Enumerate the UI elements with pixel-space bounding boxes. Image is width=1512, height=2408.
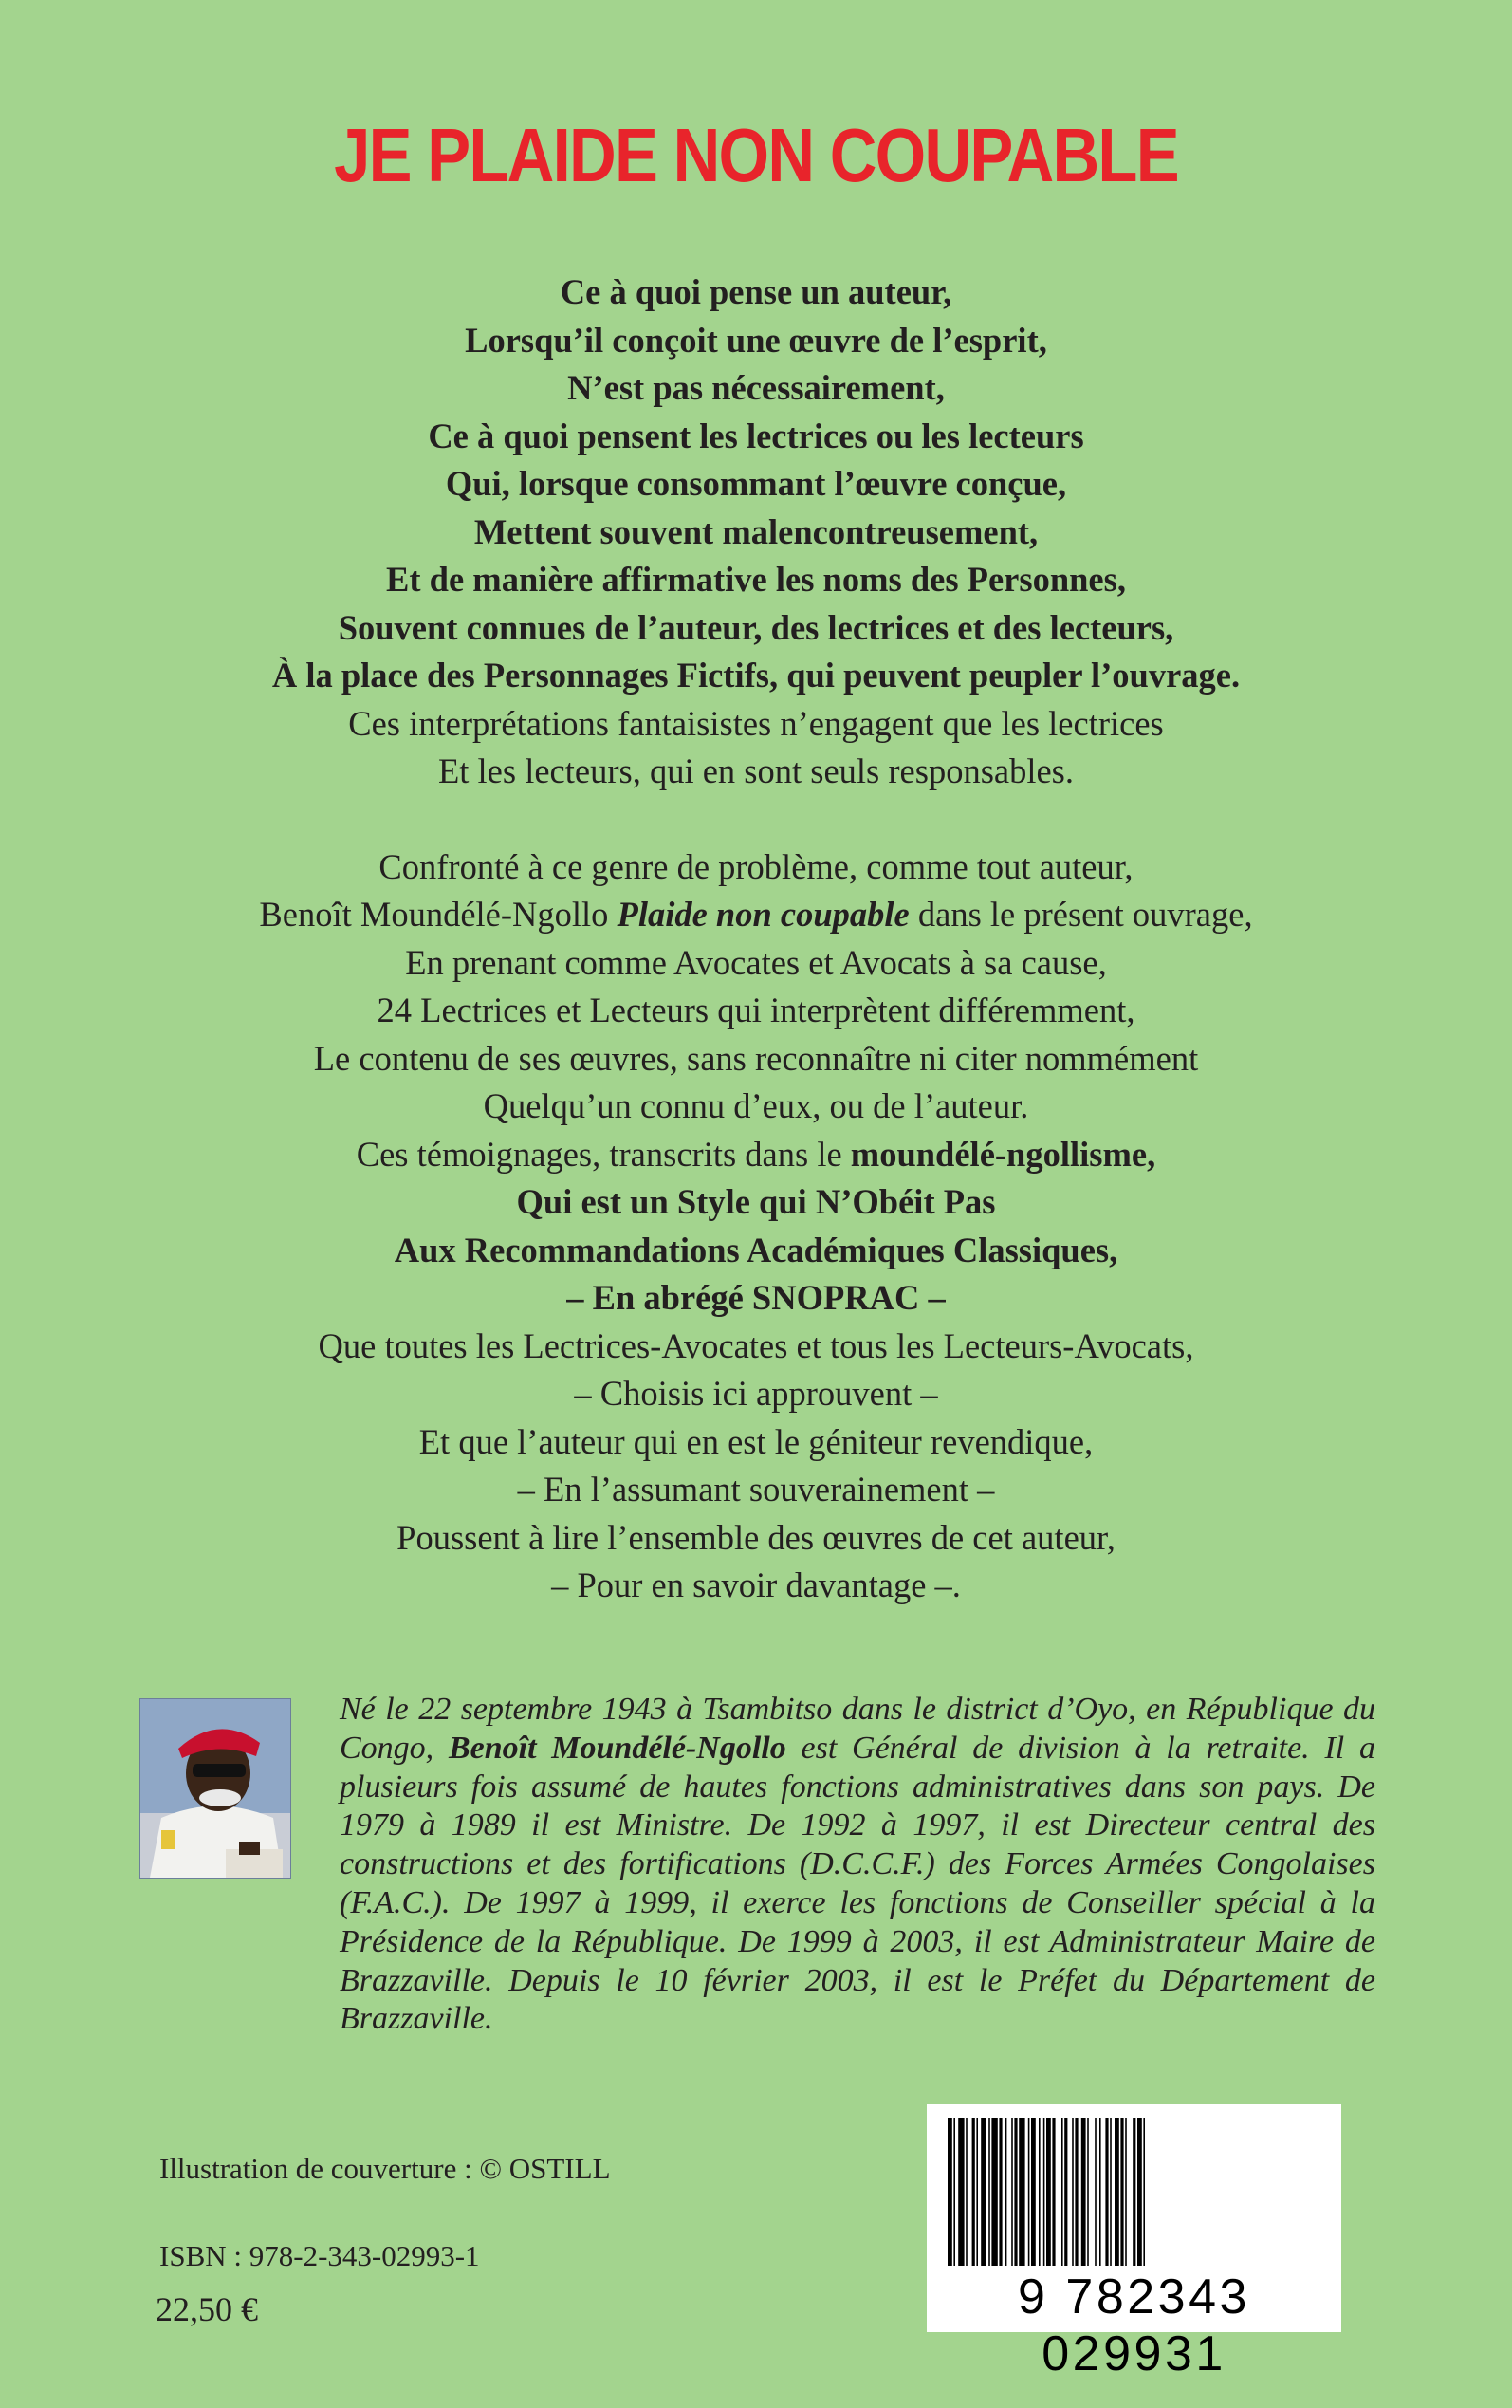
- poem-line: – Choisis ici approuvent –: [574, 1374, 938, 1413]
- poem-line: Aux Recommandations Académiques Classiques,: [394, 1230, 1118, 1269]
- barcode-digits: 9 782343 029931: [1018, 2269, 1250, 2381]
- isbn: ISBN : 978-2-343-02993-1: [159, 2239, 480, 2272]
- barcode-bar: [1019, 2118, 1024, 2266]
- barcode-bar: [1011, 2118, 1013, 2266]
- poem-line: Et que l’auteur qui en est le géniteur revendique,: [418, 1421, 1094, 1461]
- poem-line: Ces interprétations fantaisistes n’engagent que les lectrices: [348, 703, 1164, 743]
- barcode-bar: [1137, 2118, 1142, 2266]
- barcode-bar: [1005, 2118, 1007, 2266]
- line-text: Ces témoignages, transcrits dans le: [356, 1134, 851, 1174]
- poem-line: Souvent connues de l’auteur, des lectrices et des lecteurs,: [338, 607, 1174, 647]
- poem-line: Mettent souvent malencontreusement,: [473, 511, 1039, 551]
- poem-stanza-1: [0, 269, 1512, 796]
- line-text: Benoît Moundélé-Ngollo: [259, 895, 618, 934]
- author-name: Benoît Moundélé-Ngollo: [448, 1730, 786, 1766]
- barcode-bar: [976, 2118, 978, 2266]
- line-text: dans le présent ouvrage,: [909, 895, 1253, 934]
- barcode-bar: [948, 2118, 952, 2266]
- barcode-bar: [953, 2118, 955, 2266]
- barcode-bar: [1125, 2118, 1127, 2266]
- poem-line: Ce à quoi pense un auteur,: [560, 272, 952, 311]
- barcode-bar: [988, 2118, 990, 2266]
- barcode: [927, 2104, 1341, 2381]
- barcode-bar: [958, 2118, 964, 2266]
- poem: [0, 269, 1512, 1610]
- poem-line: [0, 891, 1512, 939]
- price: 22,50 €: [156, 2290, 258, 2328]
- barcode-bar: [1081, 2118, 1086, 2266]
- poem-line: En prenant comme Avocates et Avocats à sa cause,: [405, 942, 1107, 982]
- book-title: JE PLAIDE NON COUPABLE: [334, 113, 1178, 197]
- poem-stanza-2: [0, 843, 1512, 1610]
- poem-line: Qui, lorsque consommant l’œuvre conçue,: [445, 464, 1067, 503]
- barcode-bar: [1046, 2118, 1051, 2266]
- bold-text: moundélé-ngollisme,: [850, 1134, 1156, 1174]
- poem-line: Qui est un Style qui N’Obéit Pas: [516, 1182, 996, 1221]
- barcode-bar: [966, 2118, 968, 2266]
- barcode-bar: [1075, 2118, 1078, 2266]
- author-biography: [340, 1691, 1375, 2039]
- bio-text: est Général de division à la retraite. Il a plusieurs fois assumé de hautes fonctions administratives dans son pays. De 1979 à 1989 il est Ministre. De 1992 à 1997, il est Directeur central des constructions et des fortifications (D.C.C.F.) des Forces Armées Congolaises (F.A.C.). De 1997 à 1999, il exerce les fonctions de Conseiller spécial à la Présidence de la République. De 1999 à 2003, il est Administrateur Maire de Brazzaville. Depuis le 10 février 2003, il est le Préfet du Département de Brazzaville.: [340, 1730, 1375, 2037]
- barcode-bar: [999, 2118, 1002, 2266]
- barcode-bar: [1105, 2118, 1108, 2266]
- barcode-bar: [1043, 2118, 1045, 2266]
- poem-line: Le contenu de ses œuvres, sans reconnaître ni citer nommément: [313, 1038, 1199, 1078]
- poem-line: Ce à quoi pensent les lectrices ou les lecteurs: [428, 416, 1084, 455]
- poem-line: N’est pas nécessairement,: [567, 368, 945, 407]
- poem-line: – Pour en savoir davantage –.: [551, 1565, 961, 1604]
- poem-line: – En l’assumant souverainement –: [517, 1470, 995, 1509]
- barcode-bar: [1095, 2118, 1097, 2266]
- barcode-bar: [1061, 2118, 1063, 2266]
- barcode-bar: [1064, 2118, 1067, 2266]
- barcode-bar: [1133, 2118, 1135, 2266]
- barcode-bar: [1143, 2118, 1145, 2266]
- poem-line: [0, 1131, 1512, 1179]
- barcode-bar: [1115, 2118, 1119, 2266]
- barcode-bar: [1110, 2118, 1112, 2266]
- emphasis-text: Plaide non coupable: [617, 895, 910, 934]
- barcode-bar: [1087, 2118, 1089, 2266]
- poem-line: Quelqu’un connu d’eux, ou de l’auteur.: [483, 1086, 1029, 1125]
- poem-line: À la place des Personnages Fictifs, qui peuvent peupler l’ouvrage.: [271, 656, 1241, 695]
- barcode-bar: [981, 2118, 986, 2266]
- barcode-bar: [1031, 2118, 1036, 2266]
- poem-line: Lorsqu’il conçoit une œuvre de l’esprit,: [465, 320, 1047, 360]
- barcode-bar: [1052, 2118, 1055, 2266]
- barcode-bar: [1014, 2118, 1017, 2266]
- barcode-bar: [1120, 2118, 1123, 2266]
- bio-text: Né le 22 septembre 1943 à Tsambitso dans le district d’Oyo, en République du Congo,: [340, 1692, 1375, 1766]
- barcode-bar: [1039, 2118, 1041, 2266]
- barcode-bar: [1072, 2118, 1074, 2266]
- poem-line: 24 Lectrices et Lecteurs qui interprètent différemment,: [377, 991, 1135, 1029]
- poem-line: Et de manière affirmative les noms des Personnes,: [386, 560, 1126, 599]
- barcode-bar: [1099, 2118, 1101, 2266]
- barcode-bars-graphic: [927, 2104, 1341, 2275]
- barcode-bar: [991, 2118, 997, 2266]
- author-photo: [139, 1698, 291, 1879]
- barcode-bar: [1028, 2118, 1030, 2266]
- poem-line: Que toutes les Lectrices-Avocates et tous les Lecteurs-Avocats,: [318, 1325, 1194, 1365]
- stanza-gap: [0, 796, 1512, 843]
- poem-line: Confronté à ce genre de problème, comme tout auteur,: [378, 846, 1134, 886]
- barcode-bar: [972, 2118, 975, 2266]
- poem-line: – En abrégé SNOPRAC –: [566, 1278, 946, 1317]
- poem-line: Poussent à lire l’ensemble des œuvres de cet auteur,: [396, 1517, 1116, 1557]
- poem-line: Et les lecteurs, qui en sont seuls responsables.: [437, 751, 1075, 790]
- cover-credit: Illustration de couverture : © OSTILL: [159, 2152, 611, 2185]
